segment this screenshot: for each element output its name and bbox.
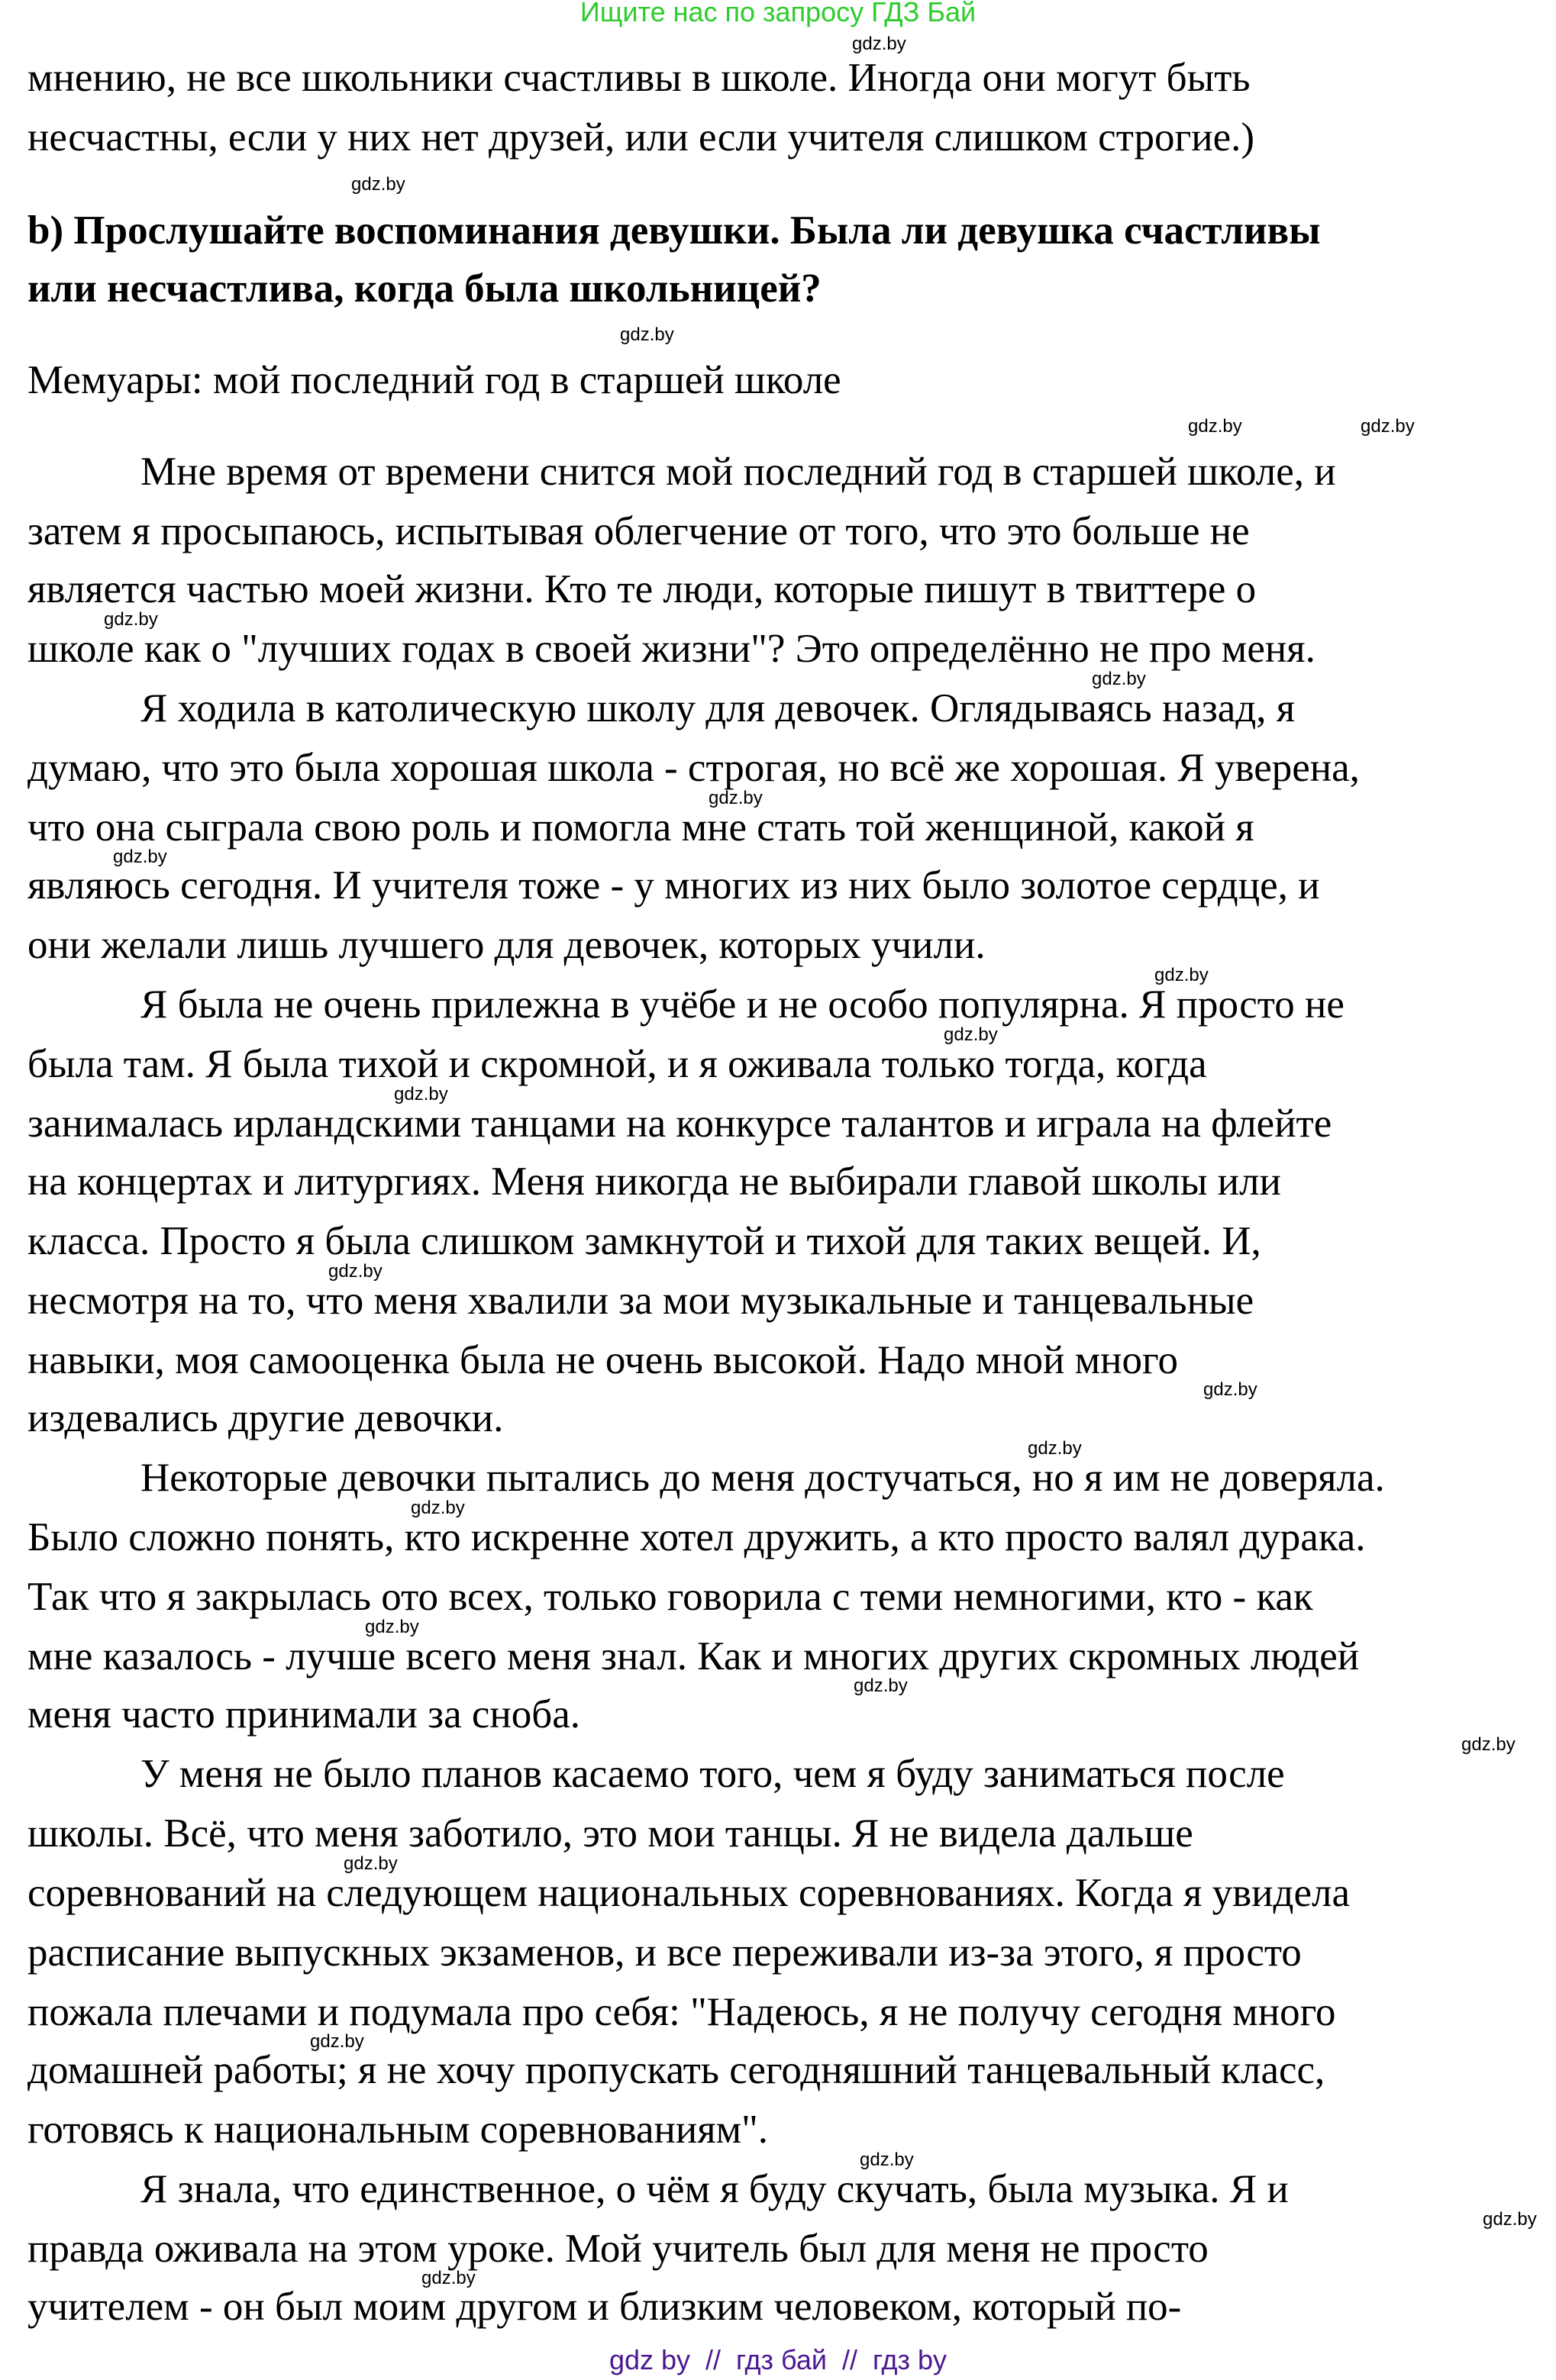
text-line: Мемуары: мой последний год в старшей школе (27, 358, 841, 402)
search-banner: Ищите нас по запросу ГДЗ Бай (579, 0, 977, 27)
text-line: занималась ирландскими танцами на конкурсе талантов и играла на флейте (27, 1101, 1332, 1146)
text-line: учителем - он был моим другом и близким человеком, который по- (27, 2285, 1182, 2329)
watermark: gdz.by (620, 324, 674, 345)
text-line: соревнований на следующем национальных соревнованиях. Когда я увидела (27, 1871, 1350, 1915)
watermark: gdz.by (709, 787, 763, 808)
text-line: Мне время от времени снится мой последний год в старшей школе, и (140, 450, 1336, 494)
watermark: gdz.by (854, 1675, 908, 1696)
text-line: Было сложно понять, кто искренне хотел дружить, а кто просто валял дурака. (27, 1515, 1366, 1559)
watermark: gdz.by (1461, 1733, 1516, 1755)
watermark: gdz.by (328, 1260, 383, 1282)
text-line: затем я просыпаюсь, испытывая облегчение от того, что это больше не (27, 509, 1250, 553)
watermark: gdz.by (1028, 1437, 1082, 1459)
text-line: школы. Всё, что меня заботило, это мои танцы. Я не видела дальше (27, 1811, 1193, 1856)
watermark: gdz.by (1203, 1379, 1257, 1400)
text-line: они желали лишь лучшего для девочек, которых учили. (27, 923, 986, 967)
text-line: что она сыграла свою роль и помогла мне стать той женщиной, какой я (27, 805, 1254, 850)
text-line: готовясь к национальным соревнованиям". (27, 2107, 768, 2152)
text-line: мне казалось - лучше всего меня знал. Как и многих других скромных людей (27, 1634, 1360, 1679)
watermark: gdz.by (344, 1853, 398, 1874)
task-heading-line: или несчастлива, когда была школьницей? (27, 266, 822, 311)
watermark: gdz.by (852, 34, 906, 54)
text-line: класса. Просто я была слишком замкнутой и тихой для таких вещей. И, (27, 1219, 1261, 1263)
text-line: Я была не очень прилежна в учёбе и не особо популярна. Я просто не (140, 982, 1345, 1027)
text-line: школе как о "лучших годах в своей жизни"? Это определённо не про меня. (27, 627, 1315, 671)
watermark: gdz.by (944, 1024, 998, 1045)
text-line: издевались другие девочки. (27, 1396, 504, 1440)
text-line: несмотря на то, что меня хвалили за мои музыкальные и танцевальные (27, 1279, 1254, 1323)
watermark: gdz.by (365, 1616, 419, 1637)
text-line: Так что я закрылась ото всех, только говорила с теми немногими, кто - как (27, 1575, 1313, 1619)
text-line: У меня не было планов касаемо того, чем я буду заниматься после (140, 1752, 1285, 1796)
watermark: gdz.by (351, 173, 405, 195)
text-line: была там. Я была тихой и скромной, и я оживала только тогда, когда (27, 1042, 1207, 1086)
text-line: является частью моей жизни. Кто те люди, которые пишут в твиттере о (27, 567, 1257, 611)
task-heading-line: b) Прослушайте воспоминания девушки. Была ли девушка счастливы (27, 208, 1321, 253)
text-line: меня часто принимали за сноба. (27, 1692, 580, 1737)
watermark: gdz.by (310, 2030, 364, 2052)
text-line: навыки, моя самооценка была не очень высокой. Надо мной много (27, 1338, 1178, 1382)
watermark: gdz.by (394, 1083, 448, 1105)
text-line: пожала плечами и подумала про себя: "Надеюсь, я не получу сегодня много (27, 1990, 1336, 2034)
watermark: gdz.by (411, 1497, 465, 1518)
watermark: gdz.by (1188, 415, 1242, 437)
watermark: gdz.by (1154, 964, 1209, 985)
watermark: gdz.by (1361, 415, 1415, 437)
text-line: правда оживала на этом уроке. Мой учитель был для меня не просто (27, 2227, 1209, 2271)
watermark: gdz.by (104, 608, 158, 630)
text-line: несчастны, если у них нет друзей, или если учителя слишком строгие.) (27, 115, 1255, 160)
text-line: на концертах и литургиях. Меня никогда не выбирали главой школы или (27, 1159, 1281, 1204)
watermark: gdz.by (113, 846, 167, 867)
text-line: являюсь сегодня. И учителя тоже - у многих из них было золотое сердце, и (27, 863, 1320, 908)
watermark: gdz.by (860, 2149, 914, 2170)
watermark: gdz.by (1092, 668, 1146, 689)
text-line: Я ходила в католическую школу для девочек. Оглядываясь назад, я (140, 686, 1296, 730)
text-line: домашней работы; я не хочу пропускать сегодняшний танцевальный класс, (27, 2048, 1325, 2092)
text-line: Я знала, что единственное, о чём я буду скучать, была музыка. Я и (140, 2167, 1289, 2211)
watermark: gdz.by (1483, 2208, 1537, 2230)
watermark: gdz.by (421, 2267, 476, 2288)
footer-links: gdz by // гдз бай // гдз by (609, 2344, 947, 2375)
text-line: расписание выпускных экзаменов, и все переживали из-за этого, я просто (27, 1930, 1302, 1975)
text-line: мнению, не все школьники счастливы в школе. Иногда они могут быть (27, 56, 1251, 100)
text-line: Некоторые девочки пытались до меня достучаться, но я им не доверяла. (140, 1456, 1385, 1500)
text-line: думаю, что это была хорошая школа - строгая, но всё же хорошая. Я уверена, (27, 746, 1360, 790)
